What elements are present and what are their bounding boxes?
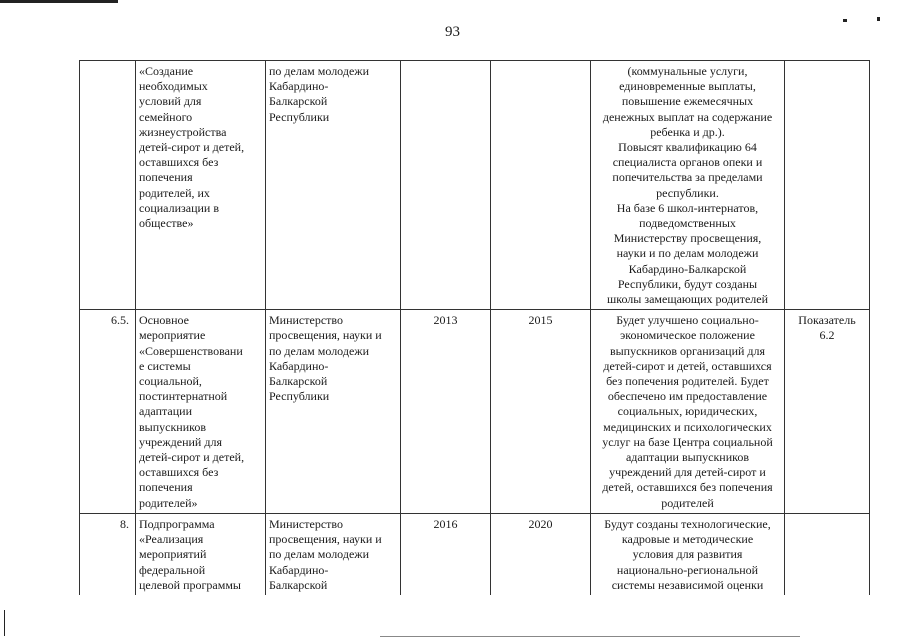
year-end xyxy=(491,61,591,310)
scan-speck-top-right-1 xyxy=(843,19,847,22)
year-start: 2013 xyxy=(401,310,491,514)
year-end: 2015 xyxy=(491,310,591,514)
table-row xyxy=(80,310,870,514)
expected-result: Будут созданы технологические, кадровые и методические условия для развития национально-региональной системы независимой оценки xyxy=(591,513,785,595)
scan-speck-top-right-2 xyxy=(877,17,880,21)
year-start: 2016 xyxy=(401,513,491,595)
executor: Министерство просвещения, науки и по делам молодежи Кабардино- Балкарской xyxy=(266,513,401,595)
indicator: Показатель 6.2 xyxy=(785,310,870,514)
scan-mark-top-left xyxy=(0,0,118,3)
indicator xyxy=(785,61,870,310)
row-number: 8. xyxy=(80,513,136,595)
executor: по делам молодежи Кабардино- Балкарской Республики xyxy=(266,61,401,310)
measure-name: Подпрограмма «Реализация мероприятий федеральной целевой программы xyxy=(136,513,266,595)
measure-name: Основное мероприятие «Совершенствовани е системы социальной, постинтернатной адаптации выпускников учреждений для детей-сирот и детей, оставшихся без попечения родителей» xyxy=(136,310,266,514)
year-start xyxy=(401,61,491,310)
scan-mark-left-edge xyxy=(4,610,5,636)
row-number: 6.5. xyxy=(80,310,136,514)
scan-mark-bottom-line xyxy=(380,636,800,637)
table-row xyxy=(80,61,870,310)
indicator xyxy=(785,513,870,595)
executor: Министерство просвещения, науки и по делам молодежи Кабардино- Балкарской Республики xyxy=(266,310,401,514)
expected-result: (коммунальные услуги, единовременные выплаты, повышение ежемесячных денежных выплат на содержание ребенка и др.). Повысят квалификацию 64 специалиста органов опеки и попечительства за пределами республики. На базе 6 школ-интернатов, подведомственных Министерству просвещения, науки и по делам молодежи Кабардино-Балкарской Республики, будут созданы школы замещающих родителей xyxy=(591,61,785,310)
row-number xyxy=(80,61,136,310)
table-row xyxy=(80,513,870,595)
measure-name: «Создание необходимых условий для семейного жизнеустройства детей-сирот и детей, оставшихся без попечения родителей, их социализации в обществе» xyxy=(136,61,266,310)
program-table xyxy=(79,60,870,595)
page-number: 93 xyxy=(445,24,460,40)
expected-result: Будет улучшено социально- экономическое положение выпускников организаций для детей-сирот и детей, оставшихся без попечения родителей. Будет обеспечено им предоставление социальных, юридических, медицинских и психологических услуг на базе Центра социальной адаптации выпускников учреждений для детей-сирот и детей, оставшихся без попечения родителей xyxy=(591,310,785,514)
year-end: 2020 xyxy=(491,513,591,595)
